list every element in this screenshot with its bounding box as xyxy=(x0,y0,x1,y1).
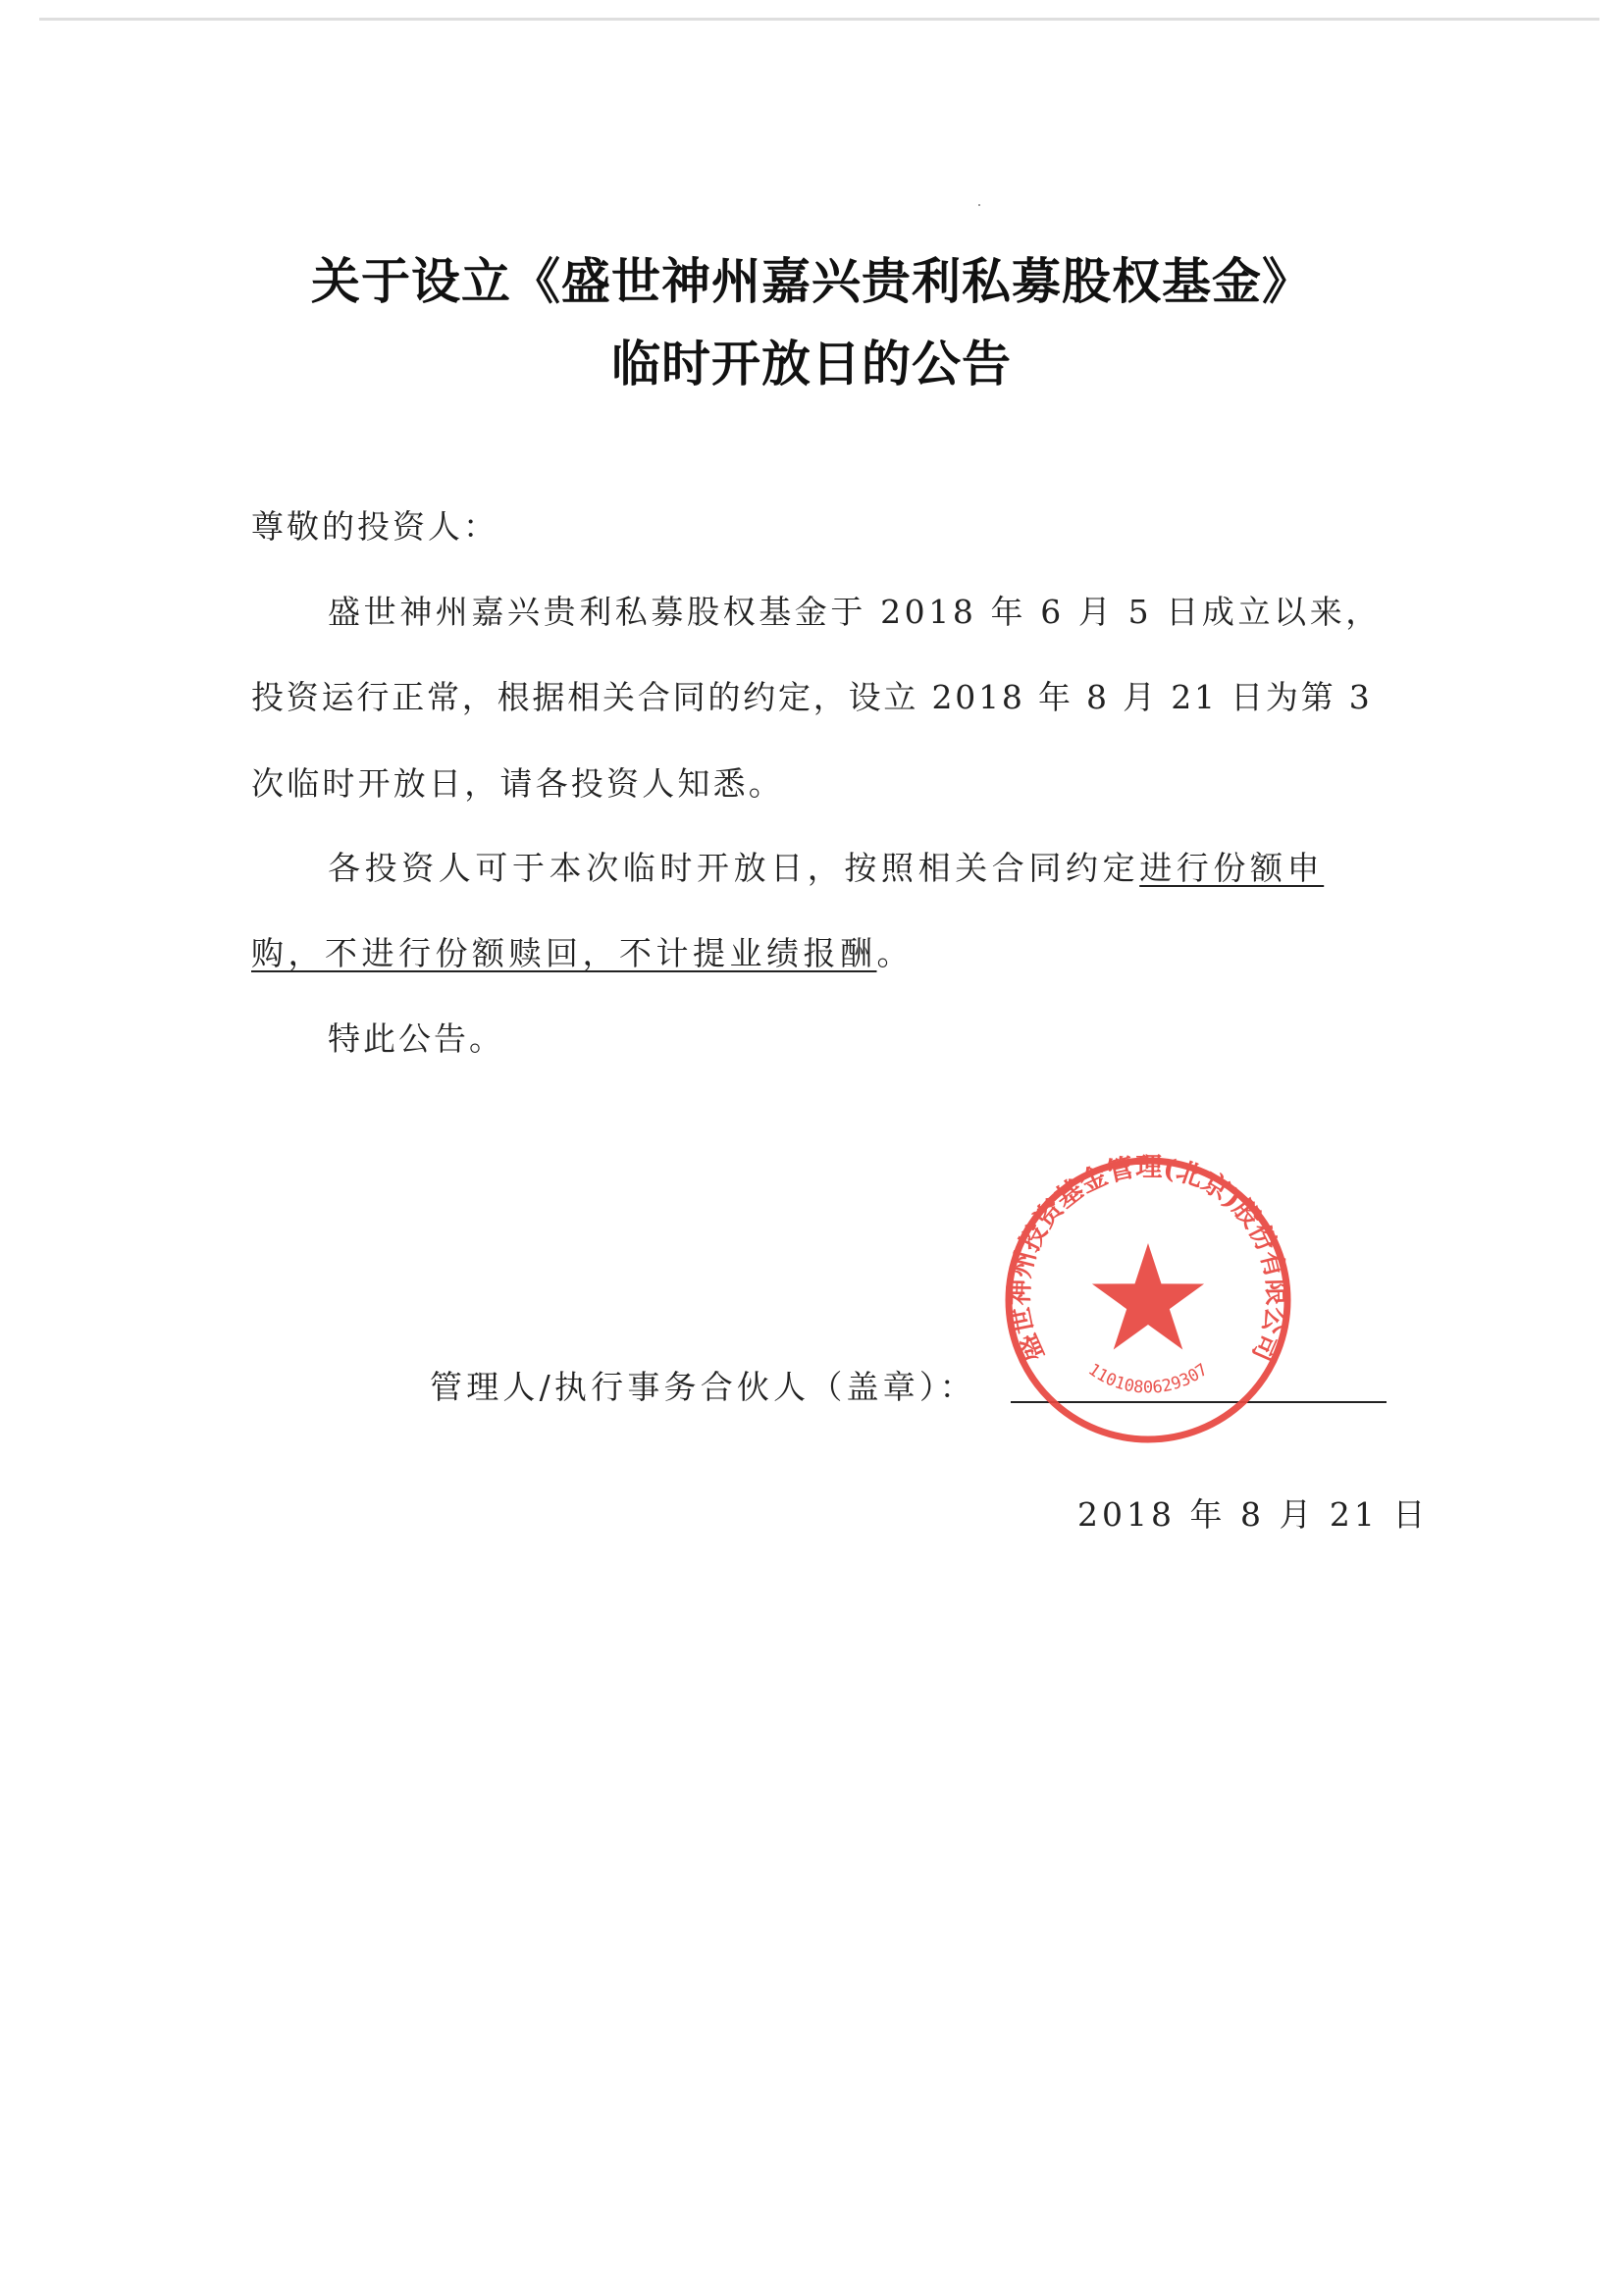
paragraph1-line3: 次临时开放日，请各投资人知悉。 xyxy=(251,764,784,803)
salutation: 尊敬的投资人： xyxy=(251,507,498,546)
document-date: 2018 年 8 月 21 日 xyxy=(1077,1495,1430,1534)
scan-speck xyxy=(978,204,980,206)
document-title-line2: 临时开放日的公告 xyxy=(611,336,1012,392)
closing-text: 特此公告。 xyxy=(328,1019,504,1058)
seal-company-name: 盛世神州投资基金管理(北京)股份有限公司 xyxy=(1004,1153,1292,1366)
paragraph1-line2: 投资运行正常，根据相关合同的约定，设立 2018 年 8 月 21 日为第 3 xyxy=(251,678,1373,716)
paragraph2-line2 xyxy=(251,928,914,974)
paragraph2-line1 xyxy=(328,843,1324,889)
seal-star-icon xyxy=(1092,1243,1204,1350)
scan-edge xyxy=(39,18,1599,21)
paragraph1-line1: 盛世神州嘉兴贵利私募股权基金于 2018 年 6 月 5 日成立以来， xyxy=(328,593,1382,631)
signature-label: 管理人/执行事务合伙人（盖章）： xyxy=(430,1368,976,1406)
paragraph2-line1-plain: 各投资人可于本次临时开放日，按照相关合同约定 xyxy=(328,849,1140,887)
document-title-line1: 关于设立《盛世神州嘉兴贵利私募股权基金》 xyxy=(311,253,1312,310)
seal-registration-number: 1101080629307 xyxy=(1084,1360,1212,1398)
paragraph2-line2-end: 。 xyxy=(876,934,914,972)
company-seal xyxy=(1001,1153,1295,1447)
paragraph2-line1-underlined: 进行份额申 xyxy=(1139,849,1325,887)
paragraph2-line2-underlined: 购，不进行份额赎回，不计提业绩报酬 xyxy=(251,934,877,972)
